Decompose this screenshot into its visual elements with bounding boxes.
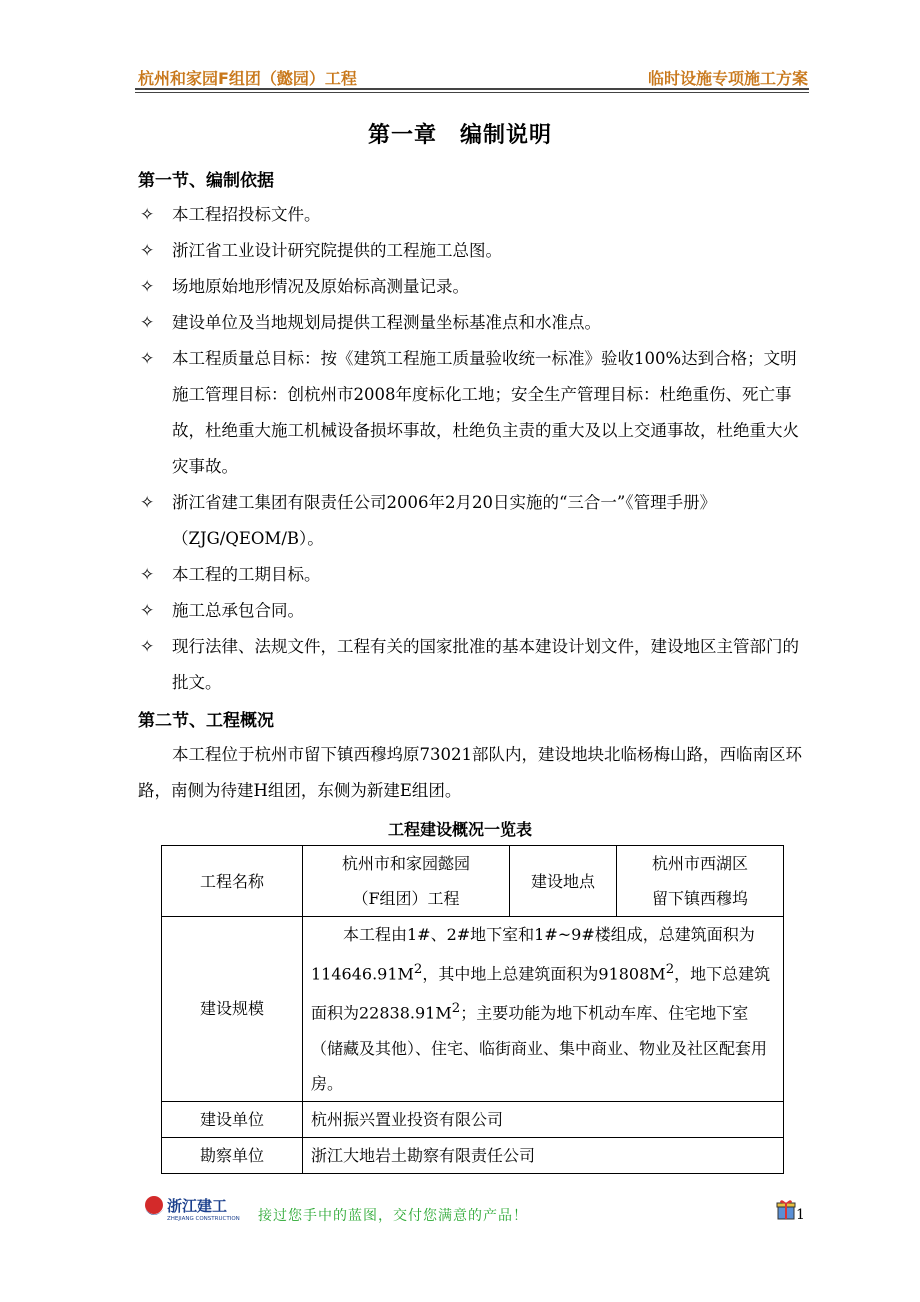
owner-label: 建设单位 xyxy=(162,1101,303,1137)
survey-label: 勘察单位 xyxy=(162,1137,303,1173)
chapter-title: 第一章 编制说明 xyxy=(367,123,552,148)
diamond-bullet-icon: ✧ xyxy=(140,313,155,333)
site-value: 杭州市西湖区 留下镇西穆坞 xyxy=(617,846,784,917)
footer-slogan: 接过您手中的蓝图，交付您满意的产品！ xyxy=(258,1208,528,1224)
list-item: ✧ 本工程质量总目标：按《建筑工程施工质量验收统一标准》验收100%达到合格；文明施工管理目标：创杭州市2008年度标化工地；安全生产管理目标：杜绝重伤、死亡事故，杜绝重大施工机械设备损坏事故，杜绝负主责的重大及以上交通事故，杜绝重大火灾事故。 xyxy=(138,341,810,485)
svg-text:ZHEJIANG CONSTRUCTION: ZHEJIANG CONSTRUCTION xyxy=(167,1216,240,1222)
project-name-label: 工程名称 xyxy=(162,846,303,917)
list-item: ✧ 本工程招投标文件。 xyxy=(138,197,810,233)
list-item: ✧ 现行法律、法规文件，工程有关的国家批准的基本建设计划文件，建设地区主管部门的批文。 xyxy=(138,629,810,701)
site-label: 建设地点 xyxy=(510,846,617,917)
table-title: 工程建设概况一览表 xyxy=(387,820,532,839)
section-1-title: 第一节、编制依据 xyxy=(138,171,274,191)
page-number: 1 xyxy=(796,1207,805,1223)
gift-icon xyxy=(776,1198,796,1220)
project-name-value: 杭州市和家园懿园 （F组团）工程 xyxy=(303,846,510,917)
header-rule-thin xyxy=(135,92,809,93)
svg-text:浙江建工: 浙江建工 xyxy=(167,1197,228,1215)
scale-label: 建设规模 xyxy=(162,917,303,1102)
project-info-table xyxy=(161,845,784,1174)
table-row xyxy=(162,846,784,917)
list-item: ✧ 场地原始地形情况及原始标高测量记录。 xyxy=(138,269,810,305)
diamond-bullet-icon: ✧ xyxy=(140,241,155,261)
project-overview-paragraph: 本工程位于杭州市留下镇西穆坞原73021部队内，建设地块北临杨梅山路，西临南区环路，南侧为待建H组团，东侧为新建E组团。 xyxy=(138,745,802,800)
table-row xyxy=(162,1137,784,1173)
scale-value: 本工程由1#、2#地下室和1#~9#楼组成，总建筑面积为$114646.91M^2$，其中地上总建筑面积为$91808M^2$，地下总建筑面积为$22838.91M^2$；主要功能为地下机动车库、住宅地下室（储藏及其他）、住宅、临街商业、集中商业、物业及社区配套用房。 xyxy=(303,917,784,1102)
basis-list xyxy=(138,197,810,701)
table-row xyxy=(162,917,784,1102)
header-project-title: 杭州和家园F组团（懿园）工程 xyxy=(138,69,357,88)
diamond-bullet-icon: ✧ xyxy=(140,277,155,297)
header-document-type: 临时设施专项施工方案 xyxy=(647,69,808,88)
diamond-bullet-icon: ✧ xyxy=(140,349,155,369)
section-2-title: 第二节、工程概况 xyxy=(138,711,274,731)
list-item: ✧ 建设单位及当地规划局提供工程测量坐标基准点和水准点。 xyxy=(138,305,810,341)
survey-value: 浙江大地岩土勘察有限责任公司 xyxy=(303,1137,784,1173)
diamond-bullet-icon: ✧ xyxy=(140,205,155,225)
header-rule xyxy=(135,88,809,90)
list-item: ✧ 浙江省工业设计研究院提供的工程施工总图。 xyxy=(138,233,810,269)
diamond-bullet-icon: ✧ xyxy=(140,565,155,585)
diamond-bullet-icon: ✧ xyxy=(140,493,155,513)
diamond-bullet-icon: ✧ xyxy=(140,637,155,657)
list-item: ✧ 施工总承包合同。 xyxy=(138,593,810,629)
list-item: ✧ 浙江省建工集团有限责任公司2006年2月20日实施的“三合一”《管理手册》（ZJG/QEOM/B）。 xyxy=(138,485,810,557)
zhejiang-construction-logo xyxy=(143,1194,253,1222)
diamond-bullet-icon: ✧ xyxy=(140,601,155,621)
list-item: ✧ 本工程的工期目标。 xyxy=(138,557,810,593)
owner-value: 杭州振兴置业投资有限公司 xyxy=(303,1101,784,1137)
table-row xyxy=(162,1101,784,1137)
